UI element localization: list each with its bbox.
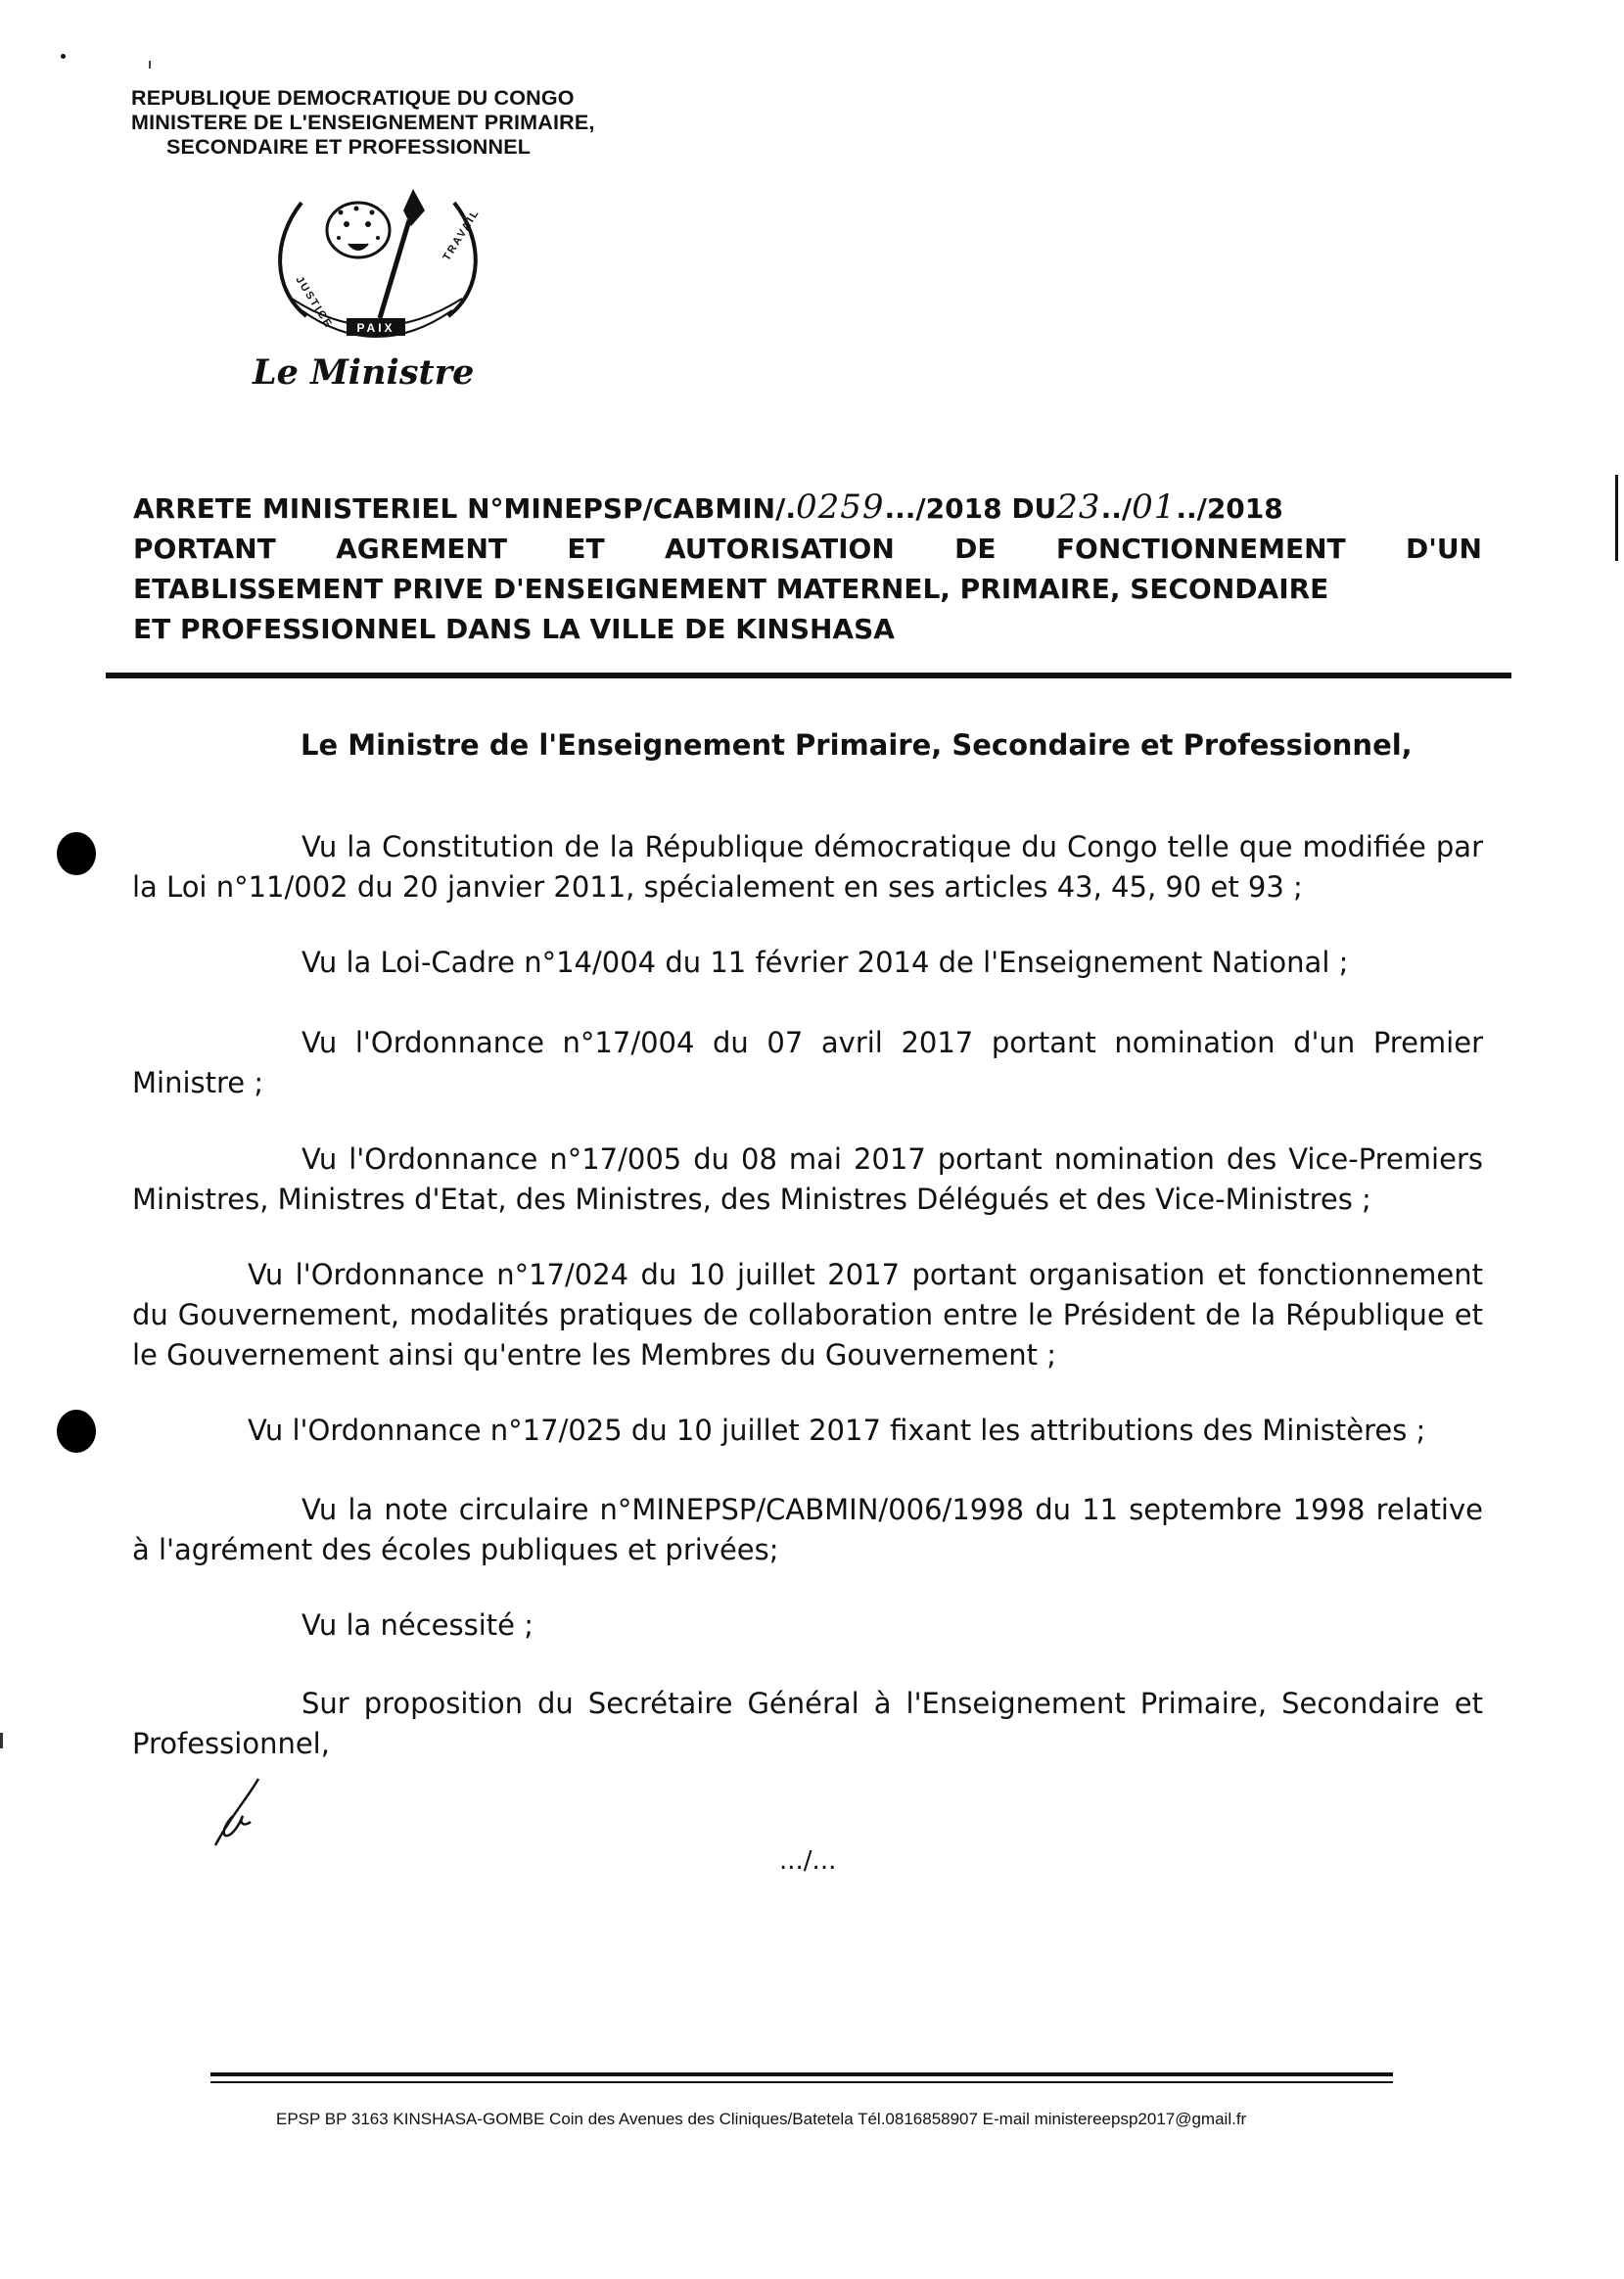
title-line-3: ETABLISSEMENT PRIVE D'ENSEIGNEMENT MATERNEL, PRIMAIRE, SECONDAIRE [133,573,1329,605]
margin-mark [1615,475,1618,561]
consideration-loi-cadre: Vu la Loi-Cadre n°14/004 du 11 février 2014 de l'Enseignement National ; [302,946,1349,979]
decree-year: ../2018 [1176,492,1283,525]
scan-speck [61,54,66,59]
signatory-title: Le Ministre [253,352,475,393]
decree-date-sep: ../ [1100,492,1133,525]
consideration-attributions: Vu l'Ordonnance n°17/025 du 10 juillet 2017 fixant les attributions des Ministères ; [248,1414,1426,1447]
motto-center: PAIX [356,321,395,335]
letterhead [131,86,595,160]
letterhead-country: REPUBLIQUE DEMOCRATIQUE DU CONGO [131,86,575,110]
punch-hole-mark [57,1410,96,1453]
coat-of-arms-emblem [262,181,489,357]
title-line-1 [133,488,1482,529]
decree-month-handwritten: 01 [1132,488,1177,527]
consideration-necessite: Vu la nécessité ; [302,1608,534,1642]
consideration-gouvernement: Vu l'Ordonnance n°17/024 du 10 juillet 2017 portant organisation et fonctionnement du Gouvernement, modalités pratiques de collaboration entre le Président de la République et le Gouvernement ainsi qu'entre les Membres du Gouvernement ; [132,1258,1483,1372]
decree-prefix: ARRETE MINISTERIEL N°MINEPSP/CABMIN/. [133,492,796,525]
consideration-vice-premiers: Vu l'Ordonnance n°17/005 du 08 mai 2017 portant nomination des Vice-Premiers Ministres, Ministres d'Etat, des Ministres, des Ministres Délégués et des Vice-Ministres ; [132,1142,1483,1216]
decree-day-handwritten: 23 [1056,488,1101,527]
decree-title [133,488,1482,649]
title-divider [106,673,1511,678]
letterhead-ministry: MINISTERE DE L'ENSEIGNEMENT PRIMAIRE, [131,111,595,134]
consideration-constitution: Vu la Constitution de la République démocratique du Congo telle que modifiée par la Loi n°11/002 du 20 janvier 2011, spécialement en ses articles 43, 45, 90 et 93 ; [132,830,1483,904]
letterhead-ministry-cont: SECONDAIRE ET PROFESSIONNEL [166,135,532,159]
footer-divider-thin [210,2081,1393,2083]
motto-right: TRAVAIL [441,207,483,263]
motto-left: JUSTICE [293,274,335,331]
consideration-proposition: Sur proposition du Secrétaire Général à l'Enseignement Primaire, Secondaire et Professionnel, [132,1687,1483,1760]
page-continuation: .../... [779,1846,837,1876]
footer-divider [210,2072,1393,2076]
consideration-premier-ministre: Vu l'Ordonnance n°17/004 du 07 avril 2017 portant nomination d'un Premier Ministre ; [132,1026,1483,1099]
minister-heading: Le Ministre de l'Enseignement Primaire, Secondaire et Professionnel, [301,728,1413,762]
scan-speck [0,1733,3,1748]
title-line-2: PORTANT AGREMENT ET AUTORISATION DE FONCTIONNEMENT D'UN [133,533,1482,565]
title-line-4: ET PROFESSIONNEL DANS LA VILLE DE KINSHASA [133,613,895,645]
decree-year-du: .../2018 DU [884,492,1057,525]
decree-number-handwritten: 0259 [795,488,885,527]
punch-hole-mark [57,832,96,875]
handwritten-initial [209,1777,268,1847]
consideration-note-circulaire: Vu la note circulaire n°MINEPSP/CABMIN/006/1998 du 11 septembre 1998 relative à l'agrément des écoles publiques et privées; [132,1493,1483,1566]
scan-speck [149,61,151,69]
footer-contact: EPSP BP 3163 KINSHASA-GOMBE Coin des Avenues des Cliniques/Batetela Tél.0816858907 E-mail ministereepsp2017@gmail.fr [276,2110,1247,2128]
